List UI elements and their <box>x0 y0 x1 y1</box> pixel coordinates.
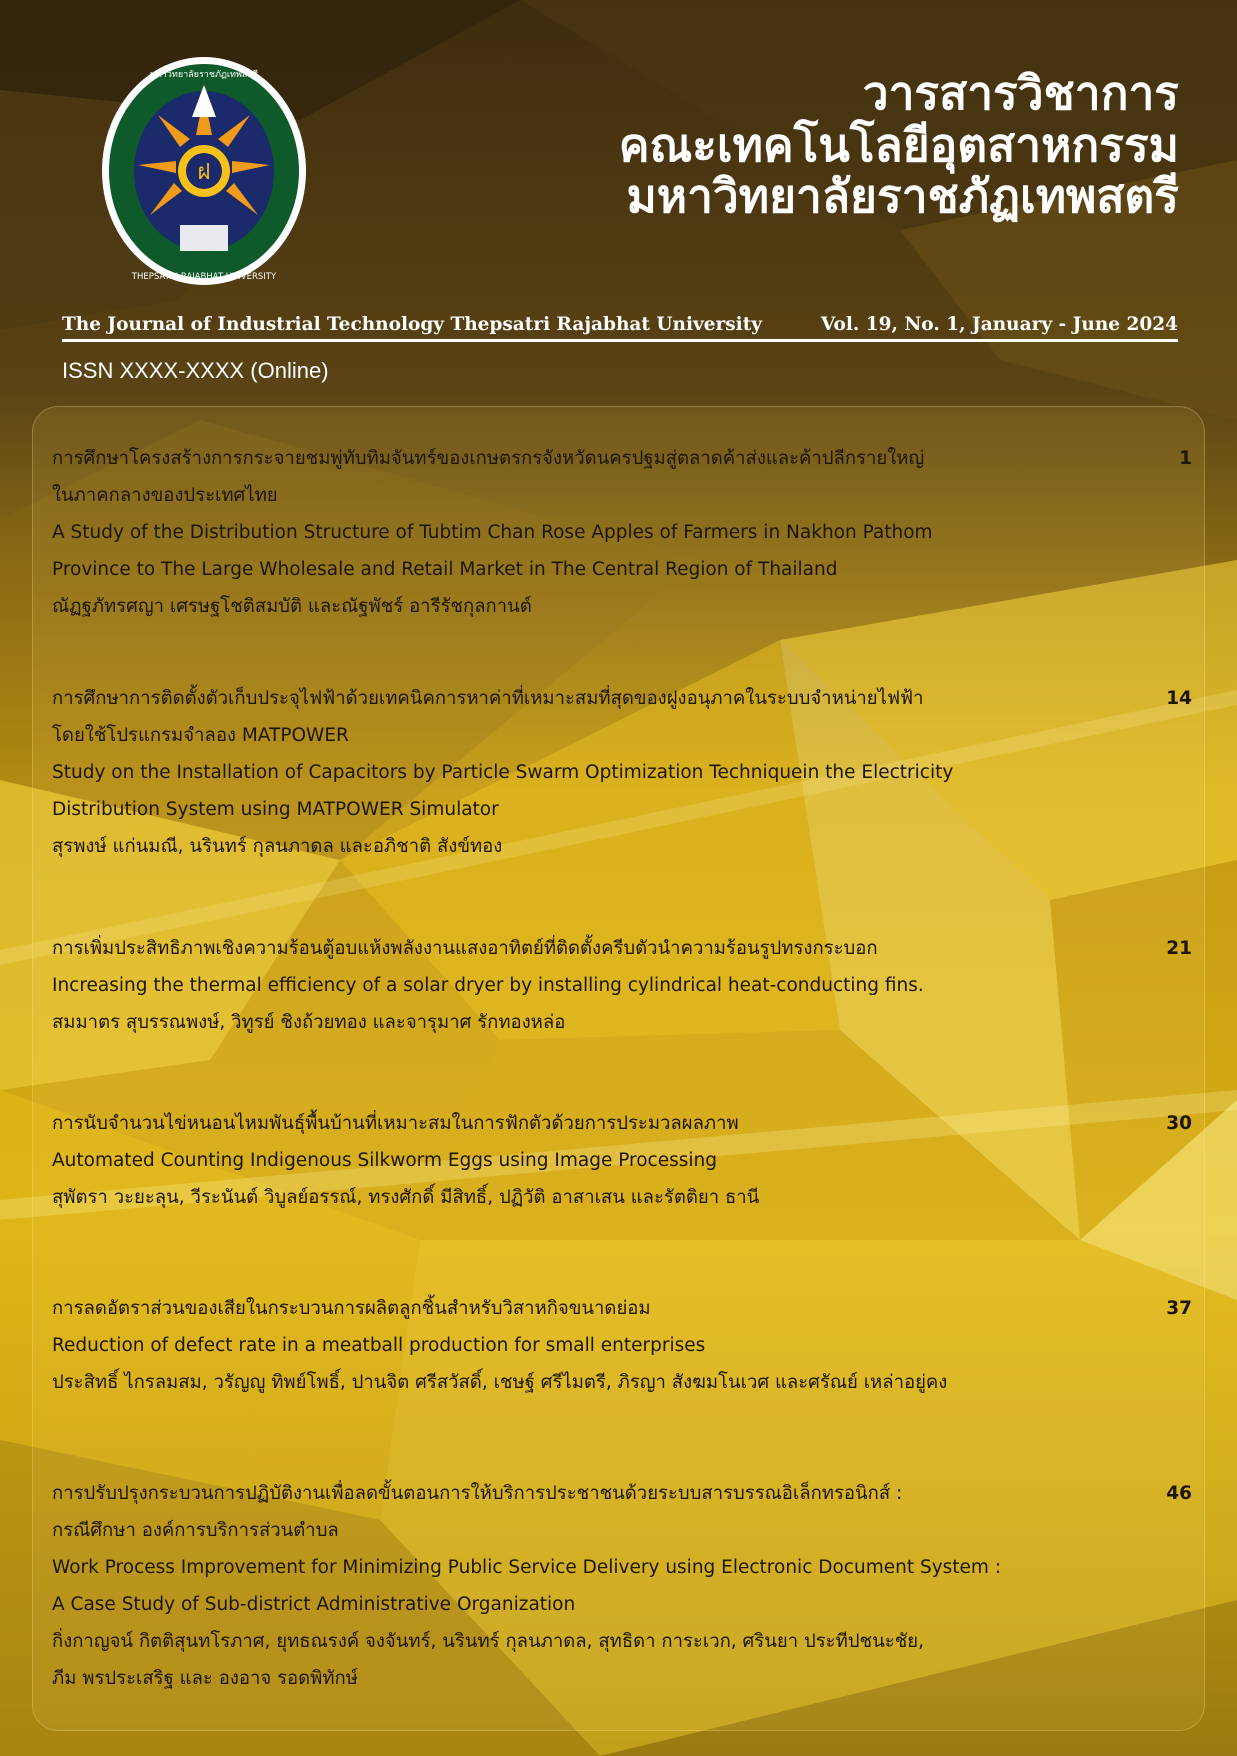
article-5-authors: ประสิทธิ์ ไกรลมสม, วรัญญู ทิพย์โพธิ์, ปานจิต ศรีสวัสดิ์, เชษฐ์ ศรีไมตรี, ภิรญา สังฆมโนเวศ และศรัณย์ เหล่าอยู่คง <box>52 1372 948 1393</box>
article-4-line-2: Automated Counting Indigenous Silkworm Eggs using Image Processing <box>52 1150 717 1171</box>
article-4-page: 30 <box>1166 1113 1192 1134</box>
article-6-line-3: Work Process Improvement for Minimizing Public Service Delivery using Electronic Document System : <box>52 1557 1002 1578</box>
article-3-line-2: Increasing the thermal efficiency of a solar dryer by installing cylindrical heat-conducting fins. <box>52 975 924 996</box>
article-6-line-2: กรณีศึกษา องค์การบริการส่วนตำบล <box>52 1520 339 1541</box>
article-5[interactable] <box>52 1290 1192 1401</box>
article-6-page: 46 <box>1166 1483 1192 1504</box>
thai-title-line-3: มหาวิทยาลัยราชภัฏเทพสตรี <box>626 169 1179 224</box>
article-1-line-1: การศึกษาโครงสร้างการกระจายชมพู่ทับทิมจันทร์ของเกษตรกรจังหวัดนครปฐมสู่ตลาดค้าส่งและค้าปลีกรายใหญ่ <box>52 448 925 469</box>
issn: ISSN XXXX-XXXX (Online) <box>62 358 329 383</box>
article-1[interactable] <box>52 440 1192 625</box>
article-1-line-4: Province to The Large Wholesale and Retail Market in The Central Region of Thailand <box>52 559 838 580</box>
svg-text:ฝ: ฝ <box>197 160 211 185</box>
thai-title-line-2: คณะเทคโนโลยีอุตสาหกรรม <box>618 117 1179 172</box>
article-5-line-1: การลดอัตราส่วนของเสียในกระบวนการผลิตลูกชิ้นสำหรับวิสาหกิจขนาดย่อม <box>52 1298 651 1319</box>
svg-text:THEPSATRI RAJABHAT UNIVERSITY: THEPSATRI RAJABHAT UNIVERSITY <box>131 272 277 282</box>
article-4-authors: สุพัตรา วะยะลุน, วีระนันต์ วิบูลย์อรรณ์, ทรงศักดิ์ มีสิทธิ์, ปฏิวัติ อาสาเสน และรัตติยา ธานี <box>52 1187 760 1208</box>
article-1-authors: ณัฏฐภัทรศญา เศรษฐโชติสมบัติ และณัฐพัชร์ อารีรัชกุลกานต์ <box>52 596 532 617</box>
article-6-authors-2: ภีม พรประเสริฐ และ องอาจ รอดพิทักษ์ <box>52 1668 358 1689</box>
article-3-authors: สมมาตร สุบรรณพงษ์, วิทูรย์ ชิงถ้วยทอง และจารุมาศ รักทองหล่อ <box>52 1012 566 1033</box>
article-3-page: 21 <box>1166 938 1192 959</box>
article-2-page: 14 <box>1166 688 1192 709</box>
seal-text: มหาวิทยาลัยราชภัฏเทพสตรี <box>149 70 259 80</box>
journal-english-name: The Journal of Industrial Technology Thepsatri Rajabhat University <box>62 314 762 335</box>
article-2-line-3: Study on the Installation of Capacitors by Particle Swarm Optimization Techniquein the Electricity <box>52 762 954 783</box>
article-6-line-4: A Case Study of Sub-district Administrative Organization <box>52 1594 576 1615</box>
journal-volume: Vol. 19, No. 1, January - June 2024 <box>820 314 1178 335</box>
article-2-line-2: โดยใช้โปรแกรมจำลอง MATPOWER <box>52 725 349 746</box>
article-2-line-1: การศึกษาการติดตั้งตัวเก็บประจุไฟฟ้าด้วยเทคนิคการหาค่าที่เหมาะสมที่สุดของฝูงอนุภาคในระบบจำหน่ายไฟฟ้า <box>52 688 924 709</box>
article-3-line-1: การเพิ่มประสิทธิภาพเชิงความร้อนตู้อบแห้งพลังงานแสงอาทิตย์ที่ติดตั้งครีบตัวนำความร้อนรูปทรงกระบอก <box>52 938 878 959</box>
article-5-page: 37 <box>1166 1298 1192 1319</box>
title-divider <box>62 339 1178 342</box>
article-4[interactable] <box>52 1105 1192 1216</box>
article-1-line-2: ในภาคกลางของประเทศไทย <box>52 485 278 506</box>
article-6-line-1: การปรับปรุงกระบวนการปฏิบัติงานเพื่อลดขั้นตอนการให้บริการประชาชนด้วยระบบสารบรรณอิเล็กทรอนิกส์ : <box>52 1483 903 1504</box>
article-4-line-1: การนับจำนวนไข่หนอนไหมพันธุ์พื้นบ้านที่เหมาะสมในการฟักตัวด้วยการประมวลผลภาพ <box>52 1113 739 1134</box>
article-1-page: 1 <box>1179 448 1192 469</box>
article-2[interactable] <box>52 680 1192 865</box>
journal-thai-title <box>419 68 1179 223</box>
article-6[interactable] <box>52 1475 1192 1697</box>
article-5-line-2: Reduction of defect rate in a meatball production for small enterprises <box>52 1335 706 1356</box>
article-2-authors: สุรพงษ์ แก่นมณี, นรินทร์ กุลนภาดล และอภิชาติ สังข์ทอง <box>52 836 503 857</box>
article-6-authors-1: กิ่งกาญจน์ กิตติสุนทโรภาศ, ยุทธณรงค์ จงจันทร์, นรินทร์ กุลนภาดล, สุทธิดา การะเวก, ศรินยา ประทีปชนะชัย, <box>52 1631 924 1652</box>
university-seal-logo <box>100 55 308 287</box>
article-3[interactable] <box>52 930 1192 1041</box>
journal-info-line <box>62 314 1178 335</box>
thai-title-line-1: วารสารวิชาการ <box>862 66 1179 120</box>
article-1-line-3: A Study of the Distribution Structure of Tubtim Chan Rose Apples of Farmers in Nakhon Pathom <box>52 522 933 543</box>
article-2-line-4: Distribution System using MATPOWER Simulator <box>52 799 499 820</box>
